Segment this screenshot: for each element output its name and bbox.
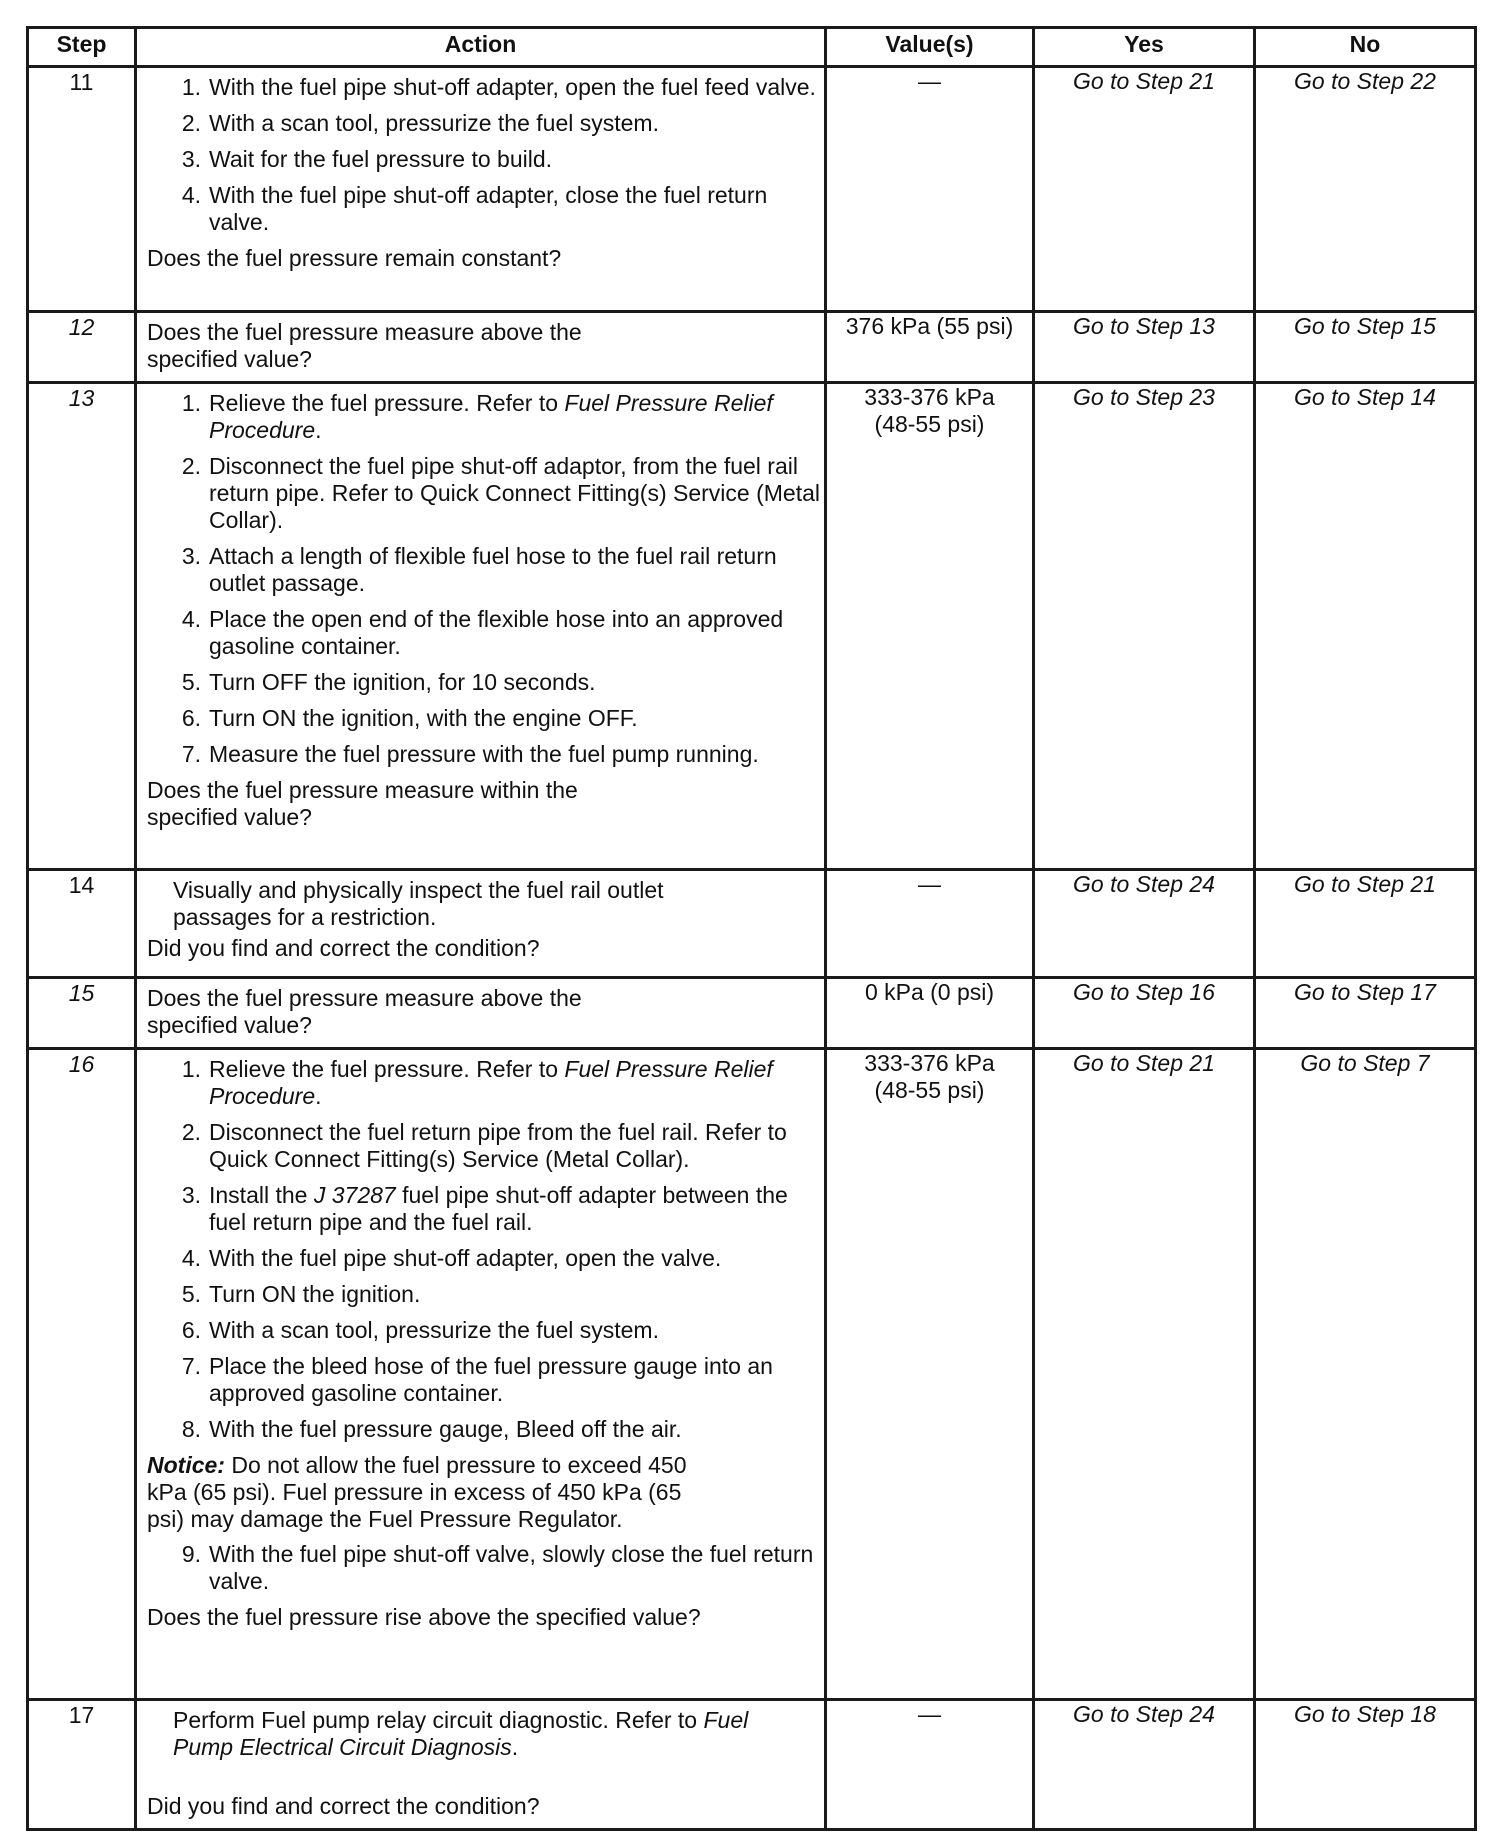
action-list-continued (147, 1541, 820, 1595)
value-psi: (48-55 psi) (874, 411, 985, 437)
header-action: Action (136, 28, 826, 67)
action-text-part: Perform Fuel pump relay circuit diagnostic. Refer to (173, 1707, 704, 1733)
header-step: Step (28, 28, 136, 67)
action-item (147, 182, 820, 236)
yes-cell: Go to Step 21 (1034, 1049, 1255, 1700)
action-list (147, 1056, 820, 1443)
no-cell: Go to Step 18 (1255, 1700, 1476, 1830)
procedure-page (26, 26, 1474, 1831)
value-cell (826, 383, 1034, 870)
item-number: 1. (181, 1056, 201, 1082)
yes-cell: Go to Step 16 (1034, 978, 1255, 1049)
item-number: 4. (181, 1245, 201, 1271)
item-number: 1. (181, 390, 201, 416)
yes-cell: Go to Step 23 (1034, 383, 1255, 870)
step-number: 16 (28, 1049, 136, 1700)
value-psi: (48-55 psi) (874, 1077, 985, 1103)
no-cell: Go to Step 14 (1255, 383, 1476, 870)
notice-label: Notice: (147, 1452, 225, 1478)
action-text: Perform Fuel pump relay circuit diagnostic. Refer to Fuel Pump Electrical Circuit Diagnosis. (173, 1707, 749, 1760)
reference-link-text: Fuel Pump Electrical Circuit Diagnosis (173, 1707, 749, 1760)
item-text: With the fuel pipe shut-off adapter, open the fuel feed valve. (209, 74, 816, 100)
item-text: Wait for the fuel pressure to build. (209, 146, 553, 172)
value-cell: — (826, 870, 1034, 978)
yes-cell: Go to Step 13 (1034, 312, 1255, 383)
action-item (147, 1353, 820, 1407)
question-text: Did you find and correct the condition? (147, 1793, 540, 1819)
action-cell (136, 1700, 826, 1830)
item-text: Place the open end of the flexible hose into an approved gasoline container. (209, 606, 784, 659)
question-text: Does the fuel pressure rise above the specified value? (147, 1604, 701, 1630)
reference-link-text: Fuel Pressure Relief Procedure (209, 390, 773, 443)
action-cell (136, 870, 826, 978)
action-cell (136, 1049, 826, 1700)
item-text: Disconnect the fuel return pipe from the fuel rail. Refer to Quick Connect Fitting(s) Service (Metal Collar). (209, 1119, 787, 1172)
action-list (147, 74, 820, 236)
row-step-17 (28, 1700, 1476, 1830)
action-list (147, 390, 820, 768)
item-text: Turn OFF the ignition, for 10 seconds. (209, 669, 596, 695)
reference-link-text: Fuel Pressure Relief Procedure (209, 1056, 773, 1109)
no-cell: Go to Step 7 (1255, 1049, 1476, 1700)
action-item (147, 1182, 820, 1236)
item-number: 3. (181, 543, 201, 569)
item-text: Attach a length of flexible fuel hose to the fuel rail return outlet passage. (209, 543, 777, 596)
row-step-14 (28, 870, 1476, 978)
item-number: 7. (181, 1353, 201, 1379)
step-number: 17 (28, 1700, 136, 1830)
item-text-cont: fuel pipe shut-off adapter between the fuel return pipe and the fuel rail. (209, 1182, 788, 1235)
notice-text: Do not allow the fuel pressure to exceed 450 kPa (65 psi). Fuel pressure in excess of 450 kPa (65 psi) may damage the Fuel Pressure Regulator. (147, 1452, 687, 1532)
yes-cell: Go to Step 24 (1034, 870, 1255, 978)
action-cell (136, 312, 826, 383)
item-number: 4. (181, 606, 201, 632)
item-number: 1. (181, 74, 201, 100)
action-item (147, 741, 820, 768)
item-text: Disconnect the fuel pipe shut-off adaptor, from the fuel rail return pipe. Refer to Quick Connect Fitting(s) Service (Metal Collar). (209, 453, 821, 533)
item-number: 6. (181, 705, 201, 731)
step-number: 14 (28, 870, 136, 978)
header-values: Value(s) (826, 28, 1034, 67)
action-item (147, 606, 820, 660)
item-number: 2. (181, 453, 201, 479)
action-item (147, 1245, 820, 1272)
item-text: With the fuel pipe shut-off adapter, close the fuel return valve. (209, 182, 768, 235)
action-text: Visually and physically inspect the fuel rail outlet passages for a restriction. (173, 877, 664, 930)
item-text: Relieve the fuel pressure. Refer to (209, 390, 565, 416)
item-number: 3. (181, 1182, 201, 1208)
item-text: Turn ON the ignition. (209, 1281, 421, 1307)
item-number: 5. (181, 1281, 201, 1307)
no-cell: Go to Step 15 (1255, 312, 1476, 383)
no-cell: Go to Step 21 (1255, 870, 1476, 978)
value-cell (826, 1049, 1034, 1700)
action-item: 1. Relieve the fuel pressure. Refer to Fuel Pressure Relief Procedure. (147, 1056, 820, 1110)
diagnostic-table (26, 26, 1477, 1831)
action-item (147, 1281, 820, 1308)
action-cell (136, 67, 826, 312)
action-item (147, 146, 820, 173)
item-text: With a scan tool, pressurize the fuel system. (209, 1317, 659, 1343)
action-cell (136, 978, 826, 1049)
yes-cell: Go to Step 21 (1034, 67, 1255, 312)
notice-block (147, 1452, 707, 1533)
row-step-16 (28, 1049, 1476, 1700)
header-row (28, 28, 1476, 67)
question-text: Does the fuel pressure measure within the specified value? (147, 777, 578, 830)
row-step-13 (28, 383, 1476, 870)
action-item (147, 543, 820, 597)
value-cell: — (826, 1700, 1034, 1830)
item-text: With the fuel pipe shut-off adapter, open the valve. (209, 1245, 722, 1271)
action-item (147, 1416, 820, 1443)
tool-number: J 37287 (313, 1182, 396, 1208)
value-kpa: 333-376 kPa (864, 384, 995, 410)
step-number: 13 (28, 383, 136, 870)
row-step-12 (28, 312, 1476, 383)
row-step-11 (28, 67, 1476, 312)
yes-cell: Go to Step 24 (1034, 1700, 1255, 1830)
question-text: Did you find and correct the condition? (147, 935, 540, 961)
action-item (147, 1541, 820, 1595)
item-number: 2. (181, 1119, 201, 1145)
action-item (147, 1317, 820, 1344)
no-cell: Go to Step 22 (1255, 67, 1476, 312)
item-text: With the fuel pressure gauge, Bleed off the air. (209, 1416, 682, 1442)
question-text: Does the fuel pressure remain constant? (147, 245, 562, 271)
action-item (147, 74, 820, 101)
row-step-15 (28, 978, 1476, 1049)
question-text: Does the fuel pressure measure above the specified value? (147, 985, 582, 1038)
item-number: 5. (181, 669, 201, 695)
item-text: Turn ON the ignition, with the engine OFF. (209, 705, 638, 731)
item-text: Relieve the fuel pressure. Refer to (209, 1056, 565, 1082)
action-item (147, 705, 820, 732)
item-number: 3. (181, 146, 201, 172)
item-text: Measure the fuel pressure with the fuel pump running. (209, 741, 759, 767)
step-number: 15 (28, 978, 136, 1049)
action-item (147, 110, 820, 137)
value-cell: 376 kPa (55 psi) (826, 312, 1034, 383)
value-cell: 0 kPa (0 psi) (826, 978, 1034, 1049)
header-no: No (1255, 28, 1476, 67)
action-item (147, 453, 820, 534)
item-text: Place the bleed hose of the fuel pressure gauge into an approved gasoline container. (209, 1353, 773, 1406)
value-cell: — (826, 67, 1034, 312)
no-cell: Go to Step 17 (1255, 978, 1476, 1049)
action-item (147, 1119, 820, 1173)
item-number: 4. (181, 182, 201, 208)
item-number: 8. (181, 1416, 201, 1442)
item-text: With the fuel pipe shut-off valve, slowly close the fuel return valve. (209, 1541, 814, 1594)
step-number: 11 (28, 67, 136, 312)
item-number: 6. (181, 1317, 201, 1343)
item-number: 9. (181, 1541, 201, 1567)
action-item: 1. Relieve the fuel pressure. Refer to Fuel Pressure Relief Procedure. (147, 390, 820, 444)
item-text: Install the (209, 1182, 314, 1208)
action-item (147, 669, 820, 696)
value-kpa: 333-376 kPa (864, 1050, 995, 1076)
item-text: With a scan tool, pressurize the fuel system. (209, 110, 659, 136)
item-number: 7. (181, 741, 201, 767)
step-number: 12 (28, 312, 136, 383)
question-text: Does the fuel pressure measure above the specified value? (147, 319, 582, 372)
header-yes: Yes (1034, 28, 1255, 67)
action-cell (136, 383, 826, 870)
item-number: 2. (181, 110, 201, 136)
